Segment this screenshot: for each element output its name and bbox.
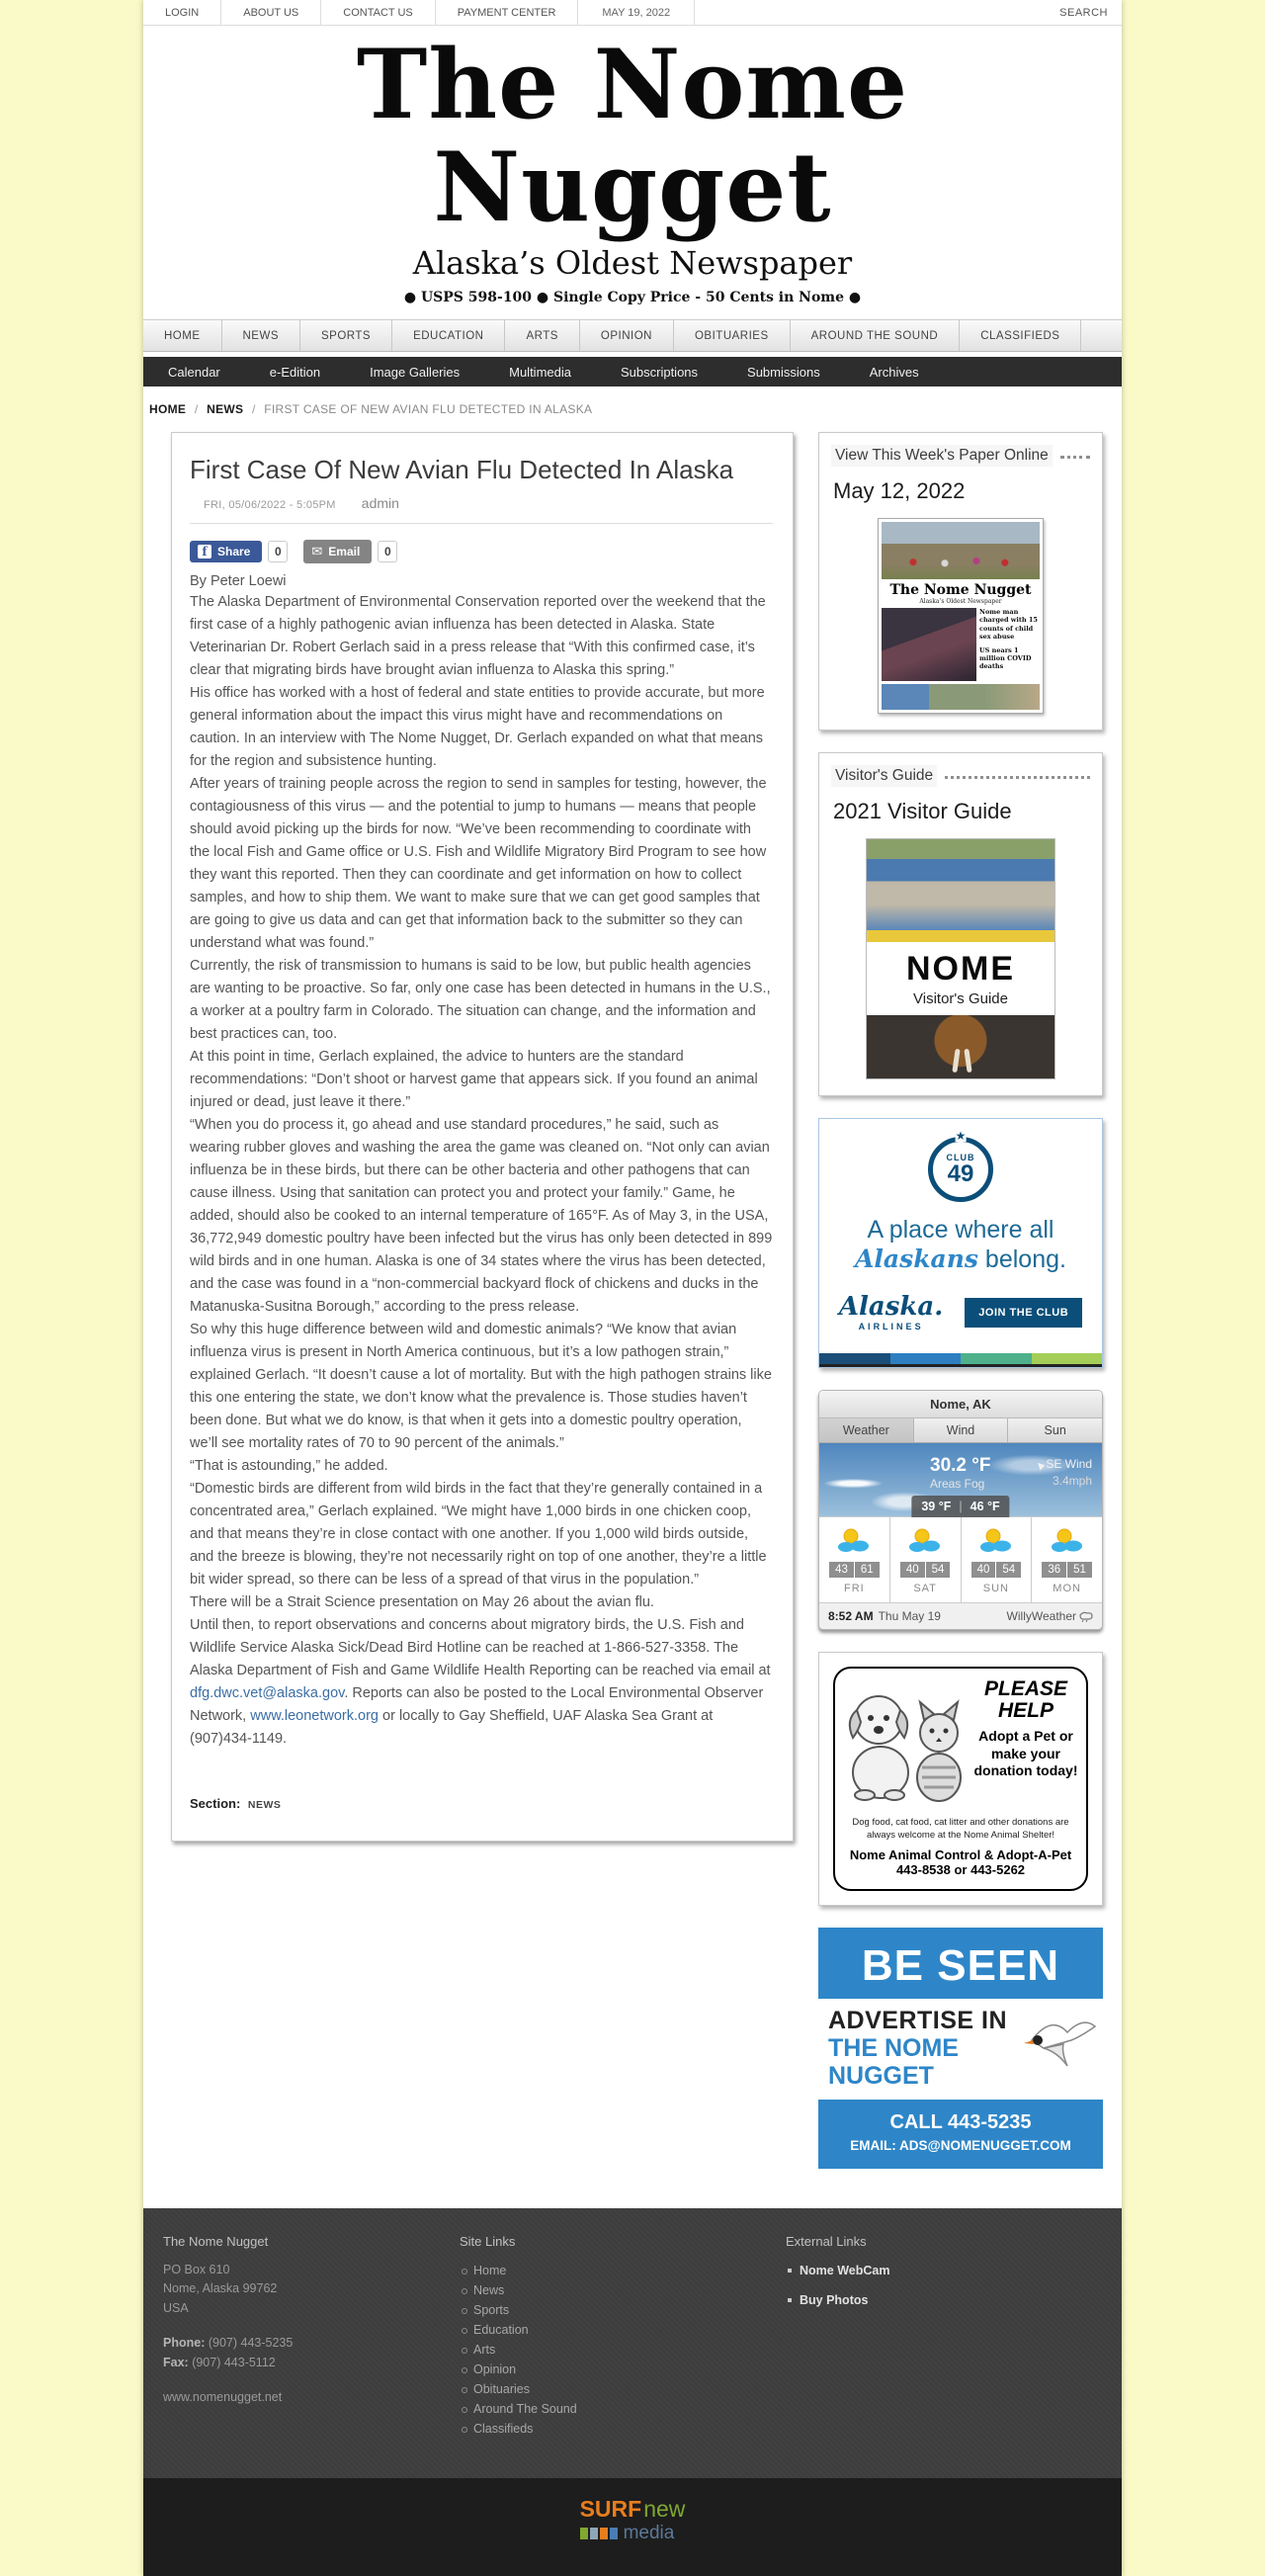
article-paragraph: “That is astounding,” he added. bbox=[190, 1458, 388, 1475]
forecast-day[interactable] bbox=[962, 1517, 1033, 1602]
paper-online-heading-row bbox=[831, 445, 1090, 467]
article-paragraph: Currently, the risk of transmission to humans is said to be low, but public health agencies are wanting to be proactive. So far, only one case has been detected in humans in the U.S., a worker at a poultry farm in Colorado. The situation can change, and the information and best practices can, too. bbox=[190, 958, 771, 1043]
pet-ad-top bbox=[843, 1678, 1078, 1807]
main-nav-item[interactable]: OBITUARIES bbox=[674, 320, 791, 351]
weather-tab[interactable]: Sun bbox=[1008, 1418, 1102, 1442]
weather-date: Thu May 19 bbox=[878, 1609, 941, 1624]
join-the-club-button[interactable]: JOIN THE CLUB bbox=[965, 1298, 1082, 1328]
forecast-day-label: SUN bbox=[982, 1583, 1009, 1595]
site-link[interactable]: Arts bbox=[473, 2343, 496, 2358]
cover-photo-crowd bbox=[882, 522, 1040, 579]
site-link-item bbox=[460, 2360, 786, 2379]
logo-square bbox=[580, 2528, 588, 2539]
section-row bbox=[190, 1796, 773, 1811]
forecast-day[interactable] bbox=[819, 1517, 890, 1602]
fax-number: (907) 443-5112 bbox=[192, 2355, 276, 2369]
forecast-low: 40 bbox=[900, 1562, 926, 1578]
section-news-link[interactable]: NEWS bbox=[247, 1799, 282, 1812]
facebook-share-button[interactable] bbox=[190, 541, 262, 562]
alaska-airlines-ad[interactable] bbox=[818, 1118, 1103, 1368]
visitor-guide-link[interactable]: 2021 Visitor Guide bbox=[833, 799, 1012, 824]
main-nav-item[interactable]: AROUND THE SOUND bbox=[791, 320, 961, 351]
phone-label: Phone: bbox=[163, 2336, 206, 2351]
external-link[interactable]: Nome WebCam bbox=[800, 2264, 890, 2278]
club-49-logo bbox=[928, 1129, 993, 1202]
forecast-high: 54 bbox=[996, 1562, 1021, 1578]
secondary-nav bbox=[143, 357, 1122, 386]
pet-ad-title: PLEASE HELP bbox=[983, 1677, 1068, 1723]
forecast-temps bbox=[1042, 1562, 1092, 1578]
visitors-guide-card bbox=[818, 752, 1103, 1096]
address-line: USA bbox=[163, 2300, 189, 2315]
current-condition: Areas Fog bbox=[930, 1477, 985, 1492]
site-link-item bbox=[460, 2320, 786, 2340]
weather-widget bbox=[818, 1390, 1103, 1630]
footer-contact-column bbox=[163, 2234, 460, 2439]
wind-direction: SE Wind bbox=[1046, 1457, 1092, 1472]
forecast-day[interactable] bbox=[1032, 1517, 1102, 1602]
pet-ad-phone: 443-8538 or 443-5262 bbox=[895, 1862, 1026, 1878]
report-email-link[interactable]: dfg.dwc.vet@alaska.gov bbox=[190, 1685, 345, 1702]
external-link-item bbox=[786, 2261, 1102, 2280]
article-paragraph: “When you do process it, go ahead and use standard procedures,” he said, such as wearing rubber gloves and washing the area the game was cleaned on. “Not only can avian influenza be in these birds, but there can be other bacteria and other pathogens that can cause illness. Using that sanitation can protect you and protect your family.” Game, he added, should also be cooked to an internal temperature of 165°F. As of May 3, in the USA, 36,772,949 domestic poultry have been infected but the virus has only been detected in 899 wild birds and in one human. Alaska is one of 34 states where the virus has been detected, and the case was found in a “non-commercial backyard flock of chickens and ducks in the Matanuska-Susitna Borough,” according to the press release. bbox=[190, 1117, 773, 1316]
article-paragraph: At this point in time, Gerlach explained, the advice to hunters are the standard recommendations: “Don’t shoot or harvest game that appears sick. If you found an animal injured or dead, just leave it there.” bbox=[190, 1049, 758, 1111]
wind-direction-icon: ▶ bbox=[1034, 1460, 1047, 1473]
site-link-item bbox=[460, 2419, 786, 2439]
wind-speed: 3.4mph bbox=[1052, 1474, 1092, 1489]
usps-line: ● USPS 598-100 ● Single Copy Price - 50 Cents in Nome ● bbox=[403, 290, 862, 306]
club-word: CLUB bbox=[946, 1153, 975, 1163]
external-link-item bbox=[786, 2290, 1102, 2310]
site-link[interactable]: Sports bbox=[473, 2303, 510, 2318]
site-link[interactable]: Education bbox=[473, 2323, 529, 2338]
current-temperature: 30.2 °F bbox=[930, 1455, 991, 1477]
fax-label: Fax: bbox=[163, 2355, 189, 2369]
article-card bbox=[171, 432, 794, 1842]
high-temp: 46 °F bbox=[970, 1500, 1000, 1514]
paper-date-link[interactable]: May 12, 2022 bbox=[833, 478, 966, 504]
article-paragraph: There will be a Strait Science presentation on May 26 about the avian flu. bbox=[190, 1594, 654, 1611]
article-paragraph bbox=[190, 1614, 773, 1751]
article-title: First Case Of New Avian Flu Detected In Alaska bbox=[190, 455, 734, 485]
visitor-guide-cover[interactable] bbox=[866, 838, 1055, 1079]
article-paragraph: His office has worked with a host of federal and state entities to provide accurate, but more general information about the impact this virus might have and recommendations on caution. In an interview with The Nome Nugget, Dr. Gerlach expanded on what that means for the region and subsistence hunting. bbox=[190, 685, 765, 770]
article-paragraph: “Domestic birds are different from wild birds in the fact that they’re generally contained in a concentrated area,” Gerlach explained. “We might have 1,000 birds in one chicken coop, and that means they’re in close contact with one another. If you 1,000 wild birds outside, and the breeze is blowing, they’re not necessarily right on top of one another, they’re a little bit wider spread, so there can be less of a spread of that virus in the population.” bbox=[190, 1481, 767, 1589]
tern-bird-icon bbox=[1024, 2013, 1097, 2072]
partly-cloudy-icon bbox=[1050, 1527, 1085, 1553]
email-share-count: 0 bbox=[378, 541, 397, 562]
paragraph-text: . Reports can also be posted to the Local Environmental Observer Network, bbox=[190, 1685, 764, 1725]
article-author-byline: By Peter Loewi bbox=[190, 573, 287, 590]
topbar-link[interactable]: PAYMENT CENTER bbox=[436, 0, 579, 25]
share-row bbox=[190, 540, 773, 563]
facebook-share-label: Share bbox=[217, 545, 251, 559]
puppy-and-kitten-illustration bbox=[843, 1678, 970, 1807]
envelope-icon: ✉ bbox=[311, 544, 323, 559]
forecast-high: 54 bbox=[926, 1562, 951, 1578]
site-link[interactable]: Classifieds bbox=[473, 2422, 534, 2437]
surf-text: SURF bbox=[579, 2496, 642, 2523]
credit-bar bbox=[143, 2478, 1122, 2576]
weather-location: Nome, AK bbox=[819, 1391, 1102, 1418]
article-paragraph: The Alaska Department of Environmental Conservation reported over the weekend that the first case of a highly pathogenic avian influenza has been detected in Alaska. State Veterinarian Dr. Robert Gerlach said in a press release that “With this confirmed case, it’s clear that migrating birds have brought avian influenza to Alaska this spring.” bbox=[190, 594, 766, 679]
weather-time: 8:52 AM bbox=[828, 1609, 874, 1624]
footer-fax bbox=[163, 2354, 460, 2372]
cover-photo-strip bbox=[882, 684, 1040, 710]
ad-bottom-row bbox=[831, 1294, 1090, 1331]
external-links-list bbox=[786, 2261, 1102, 2310]
page bbox=[143, 0, 1122, 2576]
site-link-item bbox=[460, 2300, 786, 2320]
secondary-nav-item[interactable]: Submissions bbox=[747, 364, 820, 380]
topbar-link[interactable]: ABOUT US bbox=[221, 0, 321, 25]
cover-headline: Nome man charged with 15 counts of child sex abuse bbox=[979, 608, 1038, 641]
paragraph-text: Until then, to report observations and concerns about migratory birds, the U.S. Fish and Wildlife Service Alaska Sick/Dead Bird Hotline can be reached at 1-866-527-3358. The Alaska Department of Fish and Game Wildlife Health Reporting can be reached via email at bbox=[190, 1617, 771, 1679]
forecast-temps bbox=[900, 1562, 951, 1578]
weather-tabs bbox=[819, 1418, 1102, 1443]
be-seen-phone: CALL 443-5235 bbox=[889, 2111, 1032, 2134]
breadcrumb-separator: / bbox=[194, 402, 199, 417]
club-49-ring bbox=[928, 1137, 993, 1202]
main-nav-item[interactable]: HOME bbox=[143, 320, 222, 351]
weather-tab[interactable]: Weather bbox=[819, 1418, 914, 1442]
visitor-guide-subtitle: Visitor's Guide bbox=[913, 990, 1008, 1008]
address-line: Nome, Alaska 99762 bbox=[163, 2281, 278, 2296]
low-high-badge bbox=[911, 1496, 1009, 1517]
secondary-nav-item[interactable]: Multimedia bbox=[509, 364, 571, 380]
article-meta bbox=[204, 495, 773, 511]
logo-square bbox=[610, 2528, 618, 2539]
email-share-label: Email bbox=[328, 545, 361, 559]
article-author[interactable]: admin bbox=[361, 495, 399, 512]
cover-accent-strip bbox=[867, 930, 1054, 942]
airlines-label: AIRLINES bbox=[858, 1322, 924, 1332]
cover-headlines bbox=[979, 608, 1040, 681]
article-body bbox=[190, 591, 773, 1614]
pet-ad-frame bbox=[833, 1667, 1088, 1891]
advertise-in-text: ADVERTISE IN bbox=[828, 2007, 1008, 2035]
secondary-nav-item[interactable]: Image Galleries bbox=[370, 364, 461, 380]
cover-photo-group bbox=[882, 608, 976, 681]
search-link[interactable]: SEARCH bbox=[1059, 6, 1108, 19]
cover-headline: US nears 1 million COVID deaths bbox=[979, 645, 1032, 671]
dotted-leader bbox=[1060, 454, 1090, 459]
footer-site-name: The Nome Nugget bbox=[163, 2234, 269, 2250]
logo-square bbox=[590, 2528, 598, 2539]
paper-online-heading: View This Week's Paper Online bbox=[831, 445, 1053, 467]
belong-text: belong. bbox=[977, 1245, 1066, 1274]
visitors-guide-heading: Visitor's Guide bbox=[831, 765, 937, 787]
breadcrumb-current: FIRST CASE OF NEW AVIAN FLU DETECTED IN ALASKA bbox=[264, 402, 593, 417]
be-seen-headline: BE SEEN bbox=[861, 1941, 1060, 1991]
club-number: 49 bbox=[947, 1160, 974, 1188]
walrus-mask-photo bbox=[867, 1015, 1054, 1078]
breadcrumb-news[interactable]: NEWS bbox=[207, 402, 244, 417]
pet-ad-org: Nome Animal Control & Adopt-A-Pet bbox=[849, 1847, 1072, 1863]
low-temp: 39 °F bbox=[921, 1500, 952, 1514]
site-link-item bbox=[460, 2261, 786, 2280]
paper-online-card bbox=[818, 432, 1103, 730]
footer-external-links-column bbox=[786, 2234, 1102, 2439]
topbar-link[interactable]: CONTACT US bbox=[321, 0, 436, 25]
brand-color-stripes bbox=[819, 1353, 1102, 1364]
range-separator: | bbox=[959, 1500, 963, 1514]
footer-phone bbox=[163, 2334, 460, 2353]
secondary-nav-item[interactable]: Archives bbox=[869, 364, 919, 380]
footer-website-link[interactable]: www.nomenugget.net bbox=[163, 2389, 283, 2404]
secondary-nav-item[interactable]: Calendar bbox=[168, 364, 220, 380]
partly-cloudy-icon bbox=[907, 1527, 943, 1553]
be-seen-ad[interactable] bbox=[818, 1928, 1103, 2169]
secondary-nav-item[interactable]: e-Edition bbox=[269, 364, 321, 380]
main-nav-item[interactable]: ARTS bbox=[505, 320, 579, 351]
wind-readout bbox=[1034, 1457, 1092, 1489]
topbar-spacer bbox=[695, 0, 1046, 25]
address-line: PO Box 610 bbox=[163, 2263, 230, 2277]
breadcrumb bbox=[143, 386, 1122, 428]
pet-ad-note: Dog food, cat food, cat litter and other donations are always welcome at the Nome Animal Shelter! bbox=[852, 1817, 1069, 1841]
article-paragraph: So why this huge difference between wild and domestic animals? “We know that avian influenza virus is present in North America continuous, but it’s a low pathogen strain,” explained Gerlach. “It doesn’t cause a lot of mortality. But with the high pathogen strains like this one entering the state, we don’t know what the prevalence is. Those studies haven’t been done. But what we do know, is that when it gets into a domestic poultry operation, we’ll see mortality rates of 70 to 90 percent of the animals.” bbox=[190, 1322, 772, 1452]
topbar-links bbox=[143, 0, 578, 25]
forecast-day-label: MON bbox=[1053, 1583, 1081, 1595]
forecast-temps bbox=[829, 1562, 880, 1578]
facebook-share-count: 0 bbox=[268, 541, 288, 562]
external-links-title: External Links bbox=[786, 2234, 867, 2250]
footer-address bbox=[163, 2261, 460, 2318]
site-link[interactable]: Home bbox=[473, 2264, 507, 2278]
partly-cloudy-icon bbox=[836, 1527, 872, 1553]
sidebar bbox=[818, 432, 1103, 2169]
surf-new-media-logo[interactable] bbox=[580, 2498, 686, 2542]
breadcrumb-home[interactable]: HOME bbox=[149, 402, 187, 417]
main-nav-item[interactable]: SPORTS bbox=[300, 320, 392, 351]
forecast-day-label: FRI bbox=[844, 1583, 865, 1595]
advertise-band bbox=[818, 1999, 1103, 2100]
masthead bbox=[143, 26, 1122, 319]
forecast-temps bbox=[971, 1562, 1022, 1578]
external-link[interactable]: Buy Photos bbox=[800, 2293, 869, 2308]
facebook-icon: f bbox=[198, 545, 211, 558]
site-link[interactable]: Opinion bbox=[473, 2362, 517, 2377]
leo-network-link[interactable]: www.leonetwork.org bbox=[250, 1708, 379, 1725]
willyweather-brand[interactable]: WillyWeather bbox=[1006, 1609, 1076, 1624]
content-area bbox=[143, 428, 1122, 2208]
site-links-list bbox=[460, 2261, 786, 2439]
main-nav-item[interactable]: NEWS bbox=[222, 320, 301, 351]
site-link[interactable]: Obituaries bbox=[473, 2382, 530, 2397]
newspaper-cover-thumbnail[interactable] bbox=[878, 518, 1044, 714]
alaska-airlines-logo bbox=[839, 1294, 943, 1331]
weather-tab[interactable]: Wind bbox=[914, 1418, 1009, 1442]
site-links-title: Site Links bbox=[460, 2234, 516, 2250]
cover-masthead: The Nome Nugget bbox=[889, 582, 1032, 599]
article-paragraph: After years of training people across the region to send in samples for testing, however, the contagiousness of this virus — and the potential to jump to humans — means that people should avoid picking up the birds for now. “We’ve been recommending to coordinate with the local Fish and Game office or U.S. Fish and Wildlife Migratory Bird Program to see how they want this reported. Then they can coordinate and get information on how to collect samples, and how to ship them. We want to make sure that we can get good samples that are going to give us data and can get that information back to the submitter so they can understand what was found.” bbox=[190, 776, 767, 952]
site-title[interactable]: The Nome Nugget bbox=[356, 29, 909, 243]
ad-bottom-edge bbox=[819, 1364, 1102, 1367]
pet-ad-text bbox=[973, 1678, 1078, 1780]
site-link-item bbox=[460, 2280, 786, 2300]
ad-headline-line2 bbox=[831, 1245, 1090, 1274]
section-label: Section: bbox=[190, 1796, 241, 1812]
site-link-item bbox=[460, 2399, 786, 2419]
footer bbox=[143, 2208, 1122, 2478]
site-link[interactable]: News bbox=[473, 2283, 505, 2298]
main-nav-item[interactable]: OPINION bbox=[580, 320, 674, 351]
site-tagline: Alaska’s Oldest Newspaper bbox=[412, 244, 853, 283]
forecast-high: 61 bbox=[855, 1562, 880, 1578]
footer-site-links-column bbox=[460, 2234, 786, 2439]
site-link-item bbox=[460, 2340, 786, 2360]
weather-footer bbox=[819, 1602, 1102, 1629]
top-utility-bar bbox=[143, 0, 1122, 26]
main-nav-item[interactable]: CLASSIFIEDS bbox=[960, 320, 1081, 351]
media-text: media bbox=[623, 2523, 675, 2544]
alaska-wordmark: Alaska. bbox=[838, 1292, 944, 1323]
nome-aerial-photo bbox=[867, 839, 1054, 930]
cover-row bbox=[882, 608, 1040, 681]
meta-divider bbox=[190, 523, 773, 524]
forecast-low: 36 bbox=[1042, 1562, 1067, 1578]
pet-ad-subtitle: Adopt a Pet or make your donation today! bbox=[973, 1728, 1078, 1779]
current-conditions-panel bbox=[819, 1443, 1102, 1516]
star-icon: ★ bbox=[955, 1129, 967, 1144]
logo-square bbox=[600, 2528, 608, 2539]
forecast-low: 40 bbox=[971, 1562, 997, 1578]
forecast-high: 51 bbox=[1067, 1562, 1092, 1578]
alaskans-script: Alaskans bbox=[855, 1245, 978, 1274]
topbar-link[interactable]: LOGIN bbox=[143, 0, 221, 25]
willyweather-icon bbox=[1079, 1611, 1093, 1622]
secondary-nav-item[interactable]: Subscriptions bbox=[620, 364, 699, 380]
article-date: FRI, 05/06/2022 - 5:05PM bbox=[204, 499, 336, 512]
the-nome-nugget-text: THE NOME NUGGET bbox=[828, 2034, 959, 2090]
current-date: MAY 19, 2022 bbox=[578, 0, 695, 25]
site-link-item bbox=[460, 2379, 786, 2399]
pet-adoption-ad[interactable] bbox=[818, 1652, 1103, 1906]
partly-cloudy-icon bbox=[978, 1527, 1014, 1553]
dotted-leader bbox=[945, 774, 1090, 779]
phone-number: (907) 443-5235 bbox=[208, 2336, 294, 2351]
paragraph-text: or locally to Gay Sheffield, UAF Alaska Sea Grant at (907)434-1149. bbox=[190, 1708, 714, 1748]
email-share-button[interactable] bbox=[303, 540, 372, 563]
cover-tagline: Alaska’s Oldest Newspaper bbox=[919, 598, 1002, 606]
visitors-guide-heading-row bbox=[831, 765, 1090, 787]
forecast-day[interactable] bbox=[890, 1517, 962, 1602]
be-seen-email: EMAIL: ADS@NOMENUGGET.COM bbox=[850, 2138, 1071, 2154]
breadcrumb-separator: / bbox=[251, 402, 256, 417]
ad-headline-line1: A place where all bbox=[867, 1216, 1054, 1245]
visitor-guide-title: NOME bbox=[906, 950, 1015, 988]
site-link[interactable]: Around The Sound bbox=[473, 2402, 577, 2417]
new-text: new bbox=[643, 2496, 686, 2523]
forecast-row bbox=[819, 1516, 1102, 1602]
forecast-day-label: SAT bbox=[913, 1583, 937, 1595]
forecast-low: 43 bbox=[829, 1562, 855, 1578]
main-nav bbox=[143, 319, 1122, 352]
main-nav-item[interactable]: EDUCATION bbox=[392, 320, 505, 351]
